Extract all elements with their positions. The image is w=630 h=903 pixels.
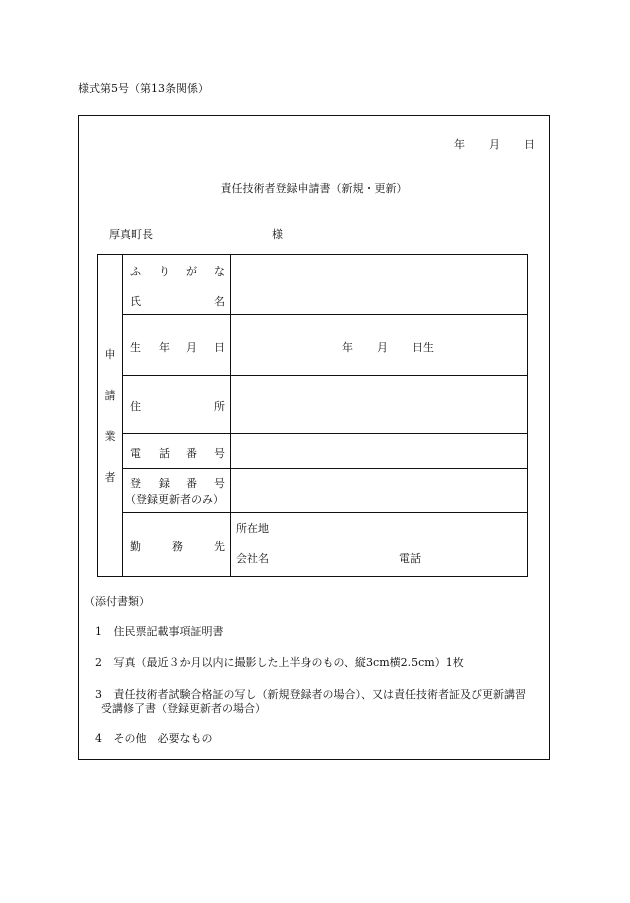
birthdate-input-cell[interactable] [231, 315, 528, 376]
name-label-cell [123, 255, 231, 315]
date-day: 日 [524, 138, 535, 151]
birth-month-label: 月 [377, 341, 388, 354]
address-char: 住 [130, 400, 141, 413]
attachment-text: 責任技術者試験合格証の写し（新規登録者の場合）、又は責任技術者証及び更新講習 [113, 688, 526, 701]
phone-char: 電 [130, 447, 141, 460]
name-char: 名 [214, 295, 225, 308]
birthdate-char: 月 [186, 341, 197, 354]
form-number-label: 様式第5号（第13条関係） [78, 82, 209, 95]
attachment-number: 3 [95, 688, 102, 701]
workplace-company-label: 会社名 [236, 552, 269, 565]
furigana-char: な [214, 265, 225, 278]
workplace-label-cell [123, 513, 231, 577]
phone-char: 番 [186, 447, 197, 460]
registration-char: 登 [130, 477, 141, 490]
phone-input-cell[interactable] [231, 434, 528, 469]
applicant-table [97, 254, 528, 577]
address-input-cell[interactable] [231, 376, 528, 434]
applicant-char: 請 [104, 388, 116, 402]
date-month: 月 [489, 138, 500, 151]
birthdate-label-cell [123, 315, 231, 376]
applicant-char: 申 [104, 347, 116, 361]
furigana-char: り [159, 265, 170, 278]
workplace-char: 務 [172, 540, 183, 553]
date-year: 年 [454, 138, 465, 151]
registration-input-cell[interactable] [231, 469, 528, 513]
applicant-char: 業 [104, 429, 116, 443]
applicant-vertical-label [98, 255, 123, 577]
attachment-number: 1 [95, 625, 102, 638]
registration-char: 録 [159, 477, 170, 490]
workplace-char: 先 [214, 540, 225, 553]
attachment-text: その他 必要なもの [113, 732, 213, 745]
addressee-name: 厚真町長 [109, 228, 153, 241]
furigana-char: が [186, 265, 197, 278]
birth-day-label: 日生 [412, 341, 434, 354]
phone-char: 号 [214, 447, 225, 460]
phone-char: 話 [159, 447, 170, 460]
birthdate-char: 年 [159, 341, 170, 354]
birth-year-label: 年 [342, 341, 353, 354]
address-char: 所 [214, 400, 225, 413]
workplace-location-label: 所在地 [236, 522, 269, 535]
applicant-char: 者 [104, 470, 116, 484]
furigana-char: ふ [130, 265, 141, 278]
workplace-char: 勤 [130, 540, 141, 553]
birthdate-char: 生 [130, 341, 141, 354]
registration-note: （登録更新者のみ） [125, 493, 224, 506]
workplace-tel-label: 電話 [399, 552, 421, 565]
attachment-text: 住民票記載事項証明書 [113, 625, 224, 638]
attachment-number: 4 [95, 732, 102, 745]
address-label-cell [123, 376, 231, 434]
registration-label-cell [123, 469, 231, 513]
attachment-number: 2 [95, 656, 102, 669]
attachments-heading: （添付書類） [84, 595, 150, 608]
document-title: 責任技術者登録申請書（新規・更新） [220, 182, 408, 195]
name-char: 氏 [130, 295, 141, 308]
attachment-item [95, 623, 224, 639]
registration-char: 番 [186, 477, 197, 490]
attachment-item [95, 730, 213, 746]
name-input-cell[interactable] [231, 255, 528, 315]
attachment-text: 写真（最近３か月以内に撮影した上半身のもの、縦3cm横2.5cm）1枚 [113, 656, 464, 669]
attachment-text-continued: 受講修了書（登録更新者の場合） [101, 702, 266, 715]
workplace-input-cell[interactable] [231, 513, 528, 577]
registration-char: 号 [214, 477, 225, 490]
addressee-honorific: 様 [272, 228, 283, 241]
application-frame [78, 115, 550, 760]
birthdate-char: 日 [214, 341, 225, 354]
attachment-item [95, 654, 464, 670]
phone-label-cell [123, 434, 231, 469]
